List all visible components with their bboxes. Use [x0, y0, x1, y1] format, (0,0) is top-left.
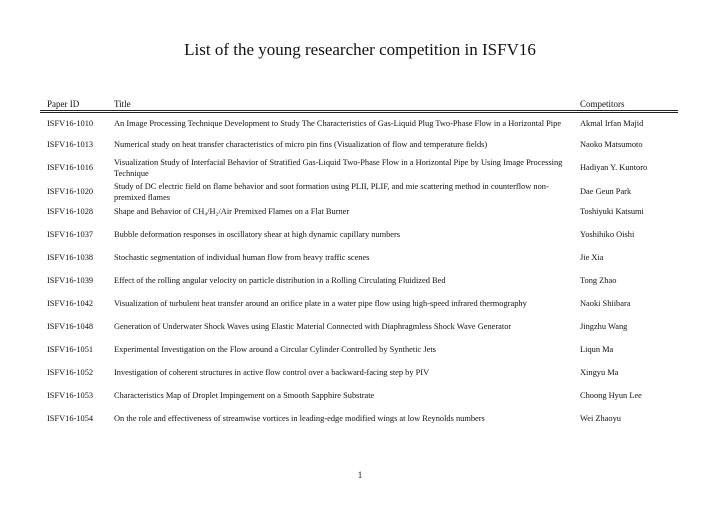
- paper-id-cell: [47, 230, 107, 240]
- competitor-cell: [580, 368, 690, 378]
- table-row: [0, 140, 720, 150]
- paper-id-cell: [47, 391, 107, 401]
- competitor-cell: [580, 391, 690, 401]
- paper-title-cell-text: Visualization Study of Interfacial Behavior of Stratified Gas-Liquid Two-Phase Flow in a Horizontal Pipe by Using Image Processing Technique: [114, 158, 563, 178]
- competitor-cell: [580, 158, 690, 179]
- header-rule-top: [40, 110, 678, 111]
- paper-id-cell: [47, 322, 107, 332]
- paper-id-cell-text: ISFV16-1052: [47, 367, 94, 377]
- paper-id-cell-text: ISFV16-1010: [47, 119, 94, 129]
- header-title: Title: [114, 99, 131, 109]
- paper-title-cell: [114, 322, 564, 332]
- paper-id-cell: [47, 114, 107, 135]
- paper-id-cell-text: ISFV16-1048: [47, 321, 94, 331]
- competitor-cell-text: Choong Hyun Lee: [580, 390, 642, 400]
- table-row: [0, 276, 720, 286]
- paper-id-cell-text: ISFV16-1042: [47, 298, 94, 308]
- paper-id-cell: [47, 158, 107, 179]
- competitor-cell-text: Toshiyuki Katsumi: [580, 206, 644, 216]
- paper-title-cell: [114, 368, 564, 378]
- paper-title-cell-text: Bubble deformation responses in oscillatory shear at high dynamic capillary numbers: [114, 229, 401, 239]
- paper-id-cell-text: ISFV16-1013: [47, 139, 94, 149]
- header-rule-bottom: [40, 112, 678, 113]
- table-row: [0, 114, 720, 135]
- paper-title-cell: [114, 140, 564, 150]
- competitor-cell-text: Tong Zhao: [580, 275, 617, 285]
- competitor-cell-text: Hadiyan Y. Kuntoro: [580, 163, 648, 173]
- document-title: List of the young researcher competition in ISFV16: [184, 40, 536, 59]
- competitor-cell: [580, 114, 690, 135]
- table-row: [0, 391, 720, 401]
- competitor-cell: [580, 345, 690, 355]
- table-row: [0, 414, 720, 424]
- competitor-cell: [580, 299, 690, 309]
- competitor-cell-text: Liqun Ma: [580, 344, 614, 354]
- paper-title-cell: [114, 345, 564, 355]
- competitor-cell: [580, 253, 690, 263]
- paper-title-cell: [114, 414, 564, 424]
- competitor-cell: [580, 140, 690, 150]
- competitor-cell-text: Yoshihiko Oishi: [580, 229, 635, 239]
- competitor-cell-text: Wei Zhaoyu: [580, 413, 621, 423]
- competitor-cell: [580, 322, 690, 332]
- paper-id-cell: [47, 276, 107, 286]
- paper-title-cell-text: Stochastic segmentation of individual human flow from heavy traffic scenes: [114, 252, 370, 262]
- paper-id-cell-text: ISFV16-1039: [47, 275, 94, 285]
- paper-title-cell: [114, 114, 564, 135]
- competitor-cell-text: Jingzhu Wang: [580, 321, 628, 331]
- paper-id-cell-text: ISFV16-1038: [47, 252, 94, 262]
- paper-id-cell: [47, 207, 107, 217]
- header-competitors: Competitors: [580, 99, 625, 109]
- paper-id-cell-text: ISFV16-1016: [47, 163, 94, 173]
- paper-id-cell: [47, 414, 107, 424]
- table-row: [0, 368, 720, 378]
- competitor-cell: [580, 182, 690, 203]
- table-row: [0, 322, 720, 332]
- competitor-cell: [580, 414, 690, 424]
- paper-title-cell-text: Study of DC electric field on flame behavior and soot formation using PLII, PLIF, and mie scattering method in counterflow non-premixed flames: [114, 182, 549, 202]
- competitor-cell-text: Jie Xia: [580, 252, 604, 262]
- paper-title-cell: [114, 182, 564, 203]
- paper-title-cell-text: On the role and effectiveness of streamwise vortices in leading-edge modified wings at low Reynolds numbers: [114, 413, 485, 423]
- table-row: [0, 230, 720, 240]
- paper-id-cell-text: ISFV16-1020: [47, 187, 94, 197]
- paper-title-cell: [114, 299, 564, 309]
- table-row: [0, 253, 720, 263]
- competitor-cell-text: Naoko Matsumoto: [580, 139, 643, 149]
- paper-id-cell: [47, 368, 107, 378]
- header-paper-id: Paper ID: [47, 99, 80, 109]
- paper-id-cell: [47, 182, 107, 203]
- paper-title-cell-text: Investigation of coherent structures in active flow control over a backward-facing step by PIV: [114, 367, 430, 377]
- paper-title-cell: [114, 391, 564, 401]
- table-row: [0, 182, 720, 203]
- competitor-cell: [580, 207, 690, 217]
- paper-id-cell-text: ISFV16-1054: [47, 413, 94, 423]
- paper-id-cell: [47, 299, 107, 309]
- table-row: [0, 345, 720, 355]
- paper-id-cell: [47, 253, 107, 263]
- paper-title-cell: [114, 158, 564, 179]
- competitor-cell-text: Dae Geun Park: [580, 187, 632, 197]
- paper-id-cell-text: ISFV16-1051: [47, 344, 94, 354]
- paper-title-cell: [114, 207, 564, 217]
- table-row: [0, 207, 720, 217]
- paper-id-cell-text: ISFV16-1037: [47, 229, 94, 239]
- page-number: 1: [357, 470, 363, 480]
- paper-title-cell-text: Effect of the rolling angular velocity on particle distribution in a Rolling Circulating Fluidized Bed: [114, 275, 446, 285]
- table-row: [0, 158, 720, 179]
- paper-title-cell: [114, 253, 564, 263]
- competitor-cell-text: Akmal Irfan Majid: [580, 119, 644, 129]
- paper-title-cell: [114, 276, 564, 286]
- paper-title-cell-text: Experimental Investigation on the Flow around a Circular Cylinder Controlled by Synthetic Jets: [114, 344, 436, 354]
- paper-id-cell: [47, 140, 107, 150]
- paper-title-cell-text: Characteristics Map of Droplet Impingement on a Smooth Sapphire Substrate: [114, 390, 375, 400]
- paper-id-cell-text: ISFV16-1053: [47, 390, 94, 400]
- paper-title-cell-text: Generation of Underwater Shock Waves using Elastic Material Connected with Diaphragmless Shock Wave Generator: [114, 321, 512, 331]
- table-row: [0, 299, 720, 309]
- paper-title-cell-text: Visualization of turbulent heat transfer around an orifice plate in a water pipe flow using high-speed infrared thermography: [114, 298, 527, 308]
- paper-id-cell-text: ISFV16-1028: [47, 206, 94, 216]
- paper-id-cell: [47, 345, 107, 355]
- competitor-cell-text: Naoki Shiibara: [580, 298, 631, 308]
- competitor-cell: [580, 276, 690, 286]
- competitor-cell-text: Xingyu Ma: [580, 367, 619, 377]
- competitor-cell: [580, 230, 690, 240]
- paper-title-cell: [114, 230, 564, 240]
- paper-title-cell-text: Shape and Behavior of CH₄/H₂/Air Premixed Flames on a Flat Burner: [114, 206, 350, 216]
- paper-title-cell-text: An Image Processing Technique Development to Study The Characteristics of Gas-Liquid Plug Two-Phase Flow in a Horizontal Pipe: [114, 119, 562, 129]
- paper-title-cell-text: Numerical study on heat transfer characteristics of micro pin fins (Visualization of flow and temperature fields): [114, 139, 488, 149]
